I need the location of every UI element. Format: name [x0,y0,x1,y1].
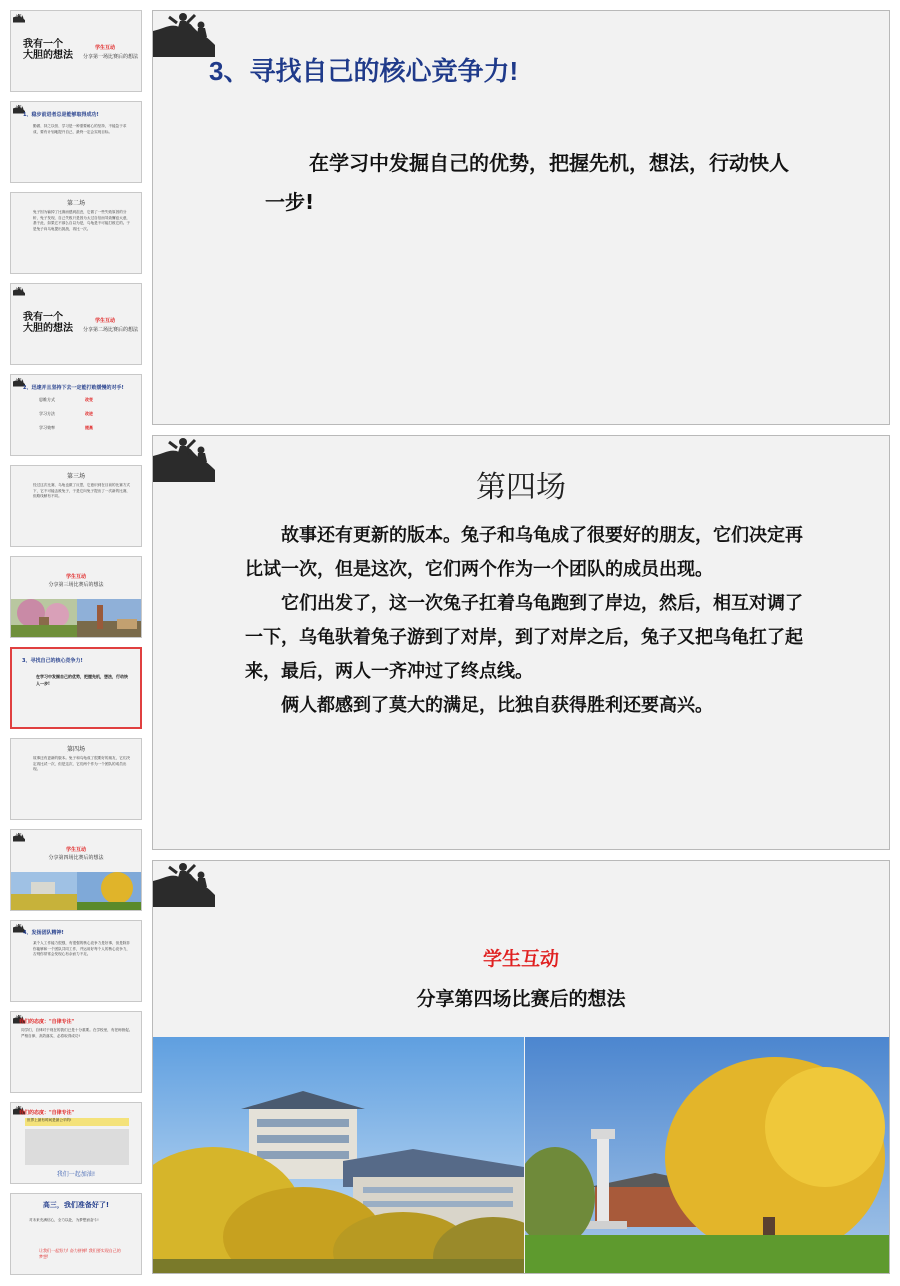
climbers-decoration-icon [13,13,25,23]
thumb-body: 某个人工作能力很强，有很强的核心竞争力是好事，但是除非你能够和一个团队共同工作，并运用好每个人的核心竞争力，否则你常常会发现心有余而力不足。 [33,941,131,957]
thumb-body: 勤做、持之以恒、学习是一种需要耐心的坚持，不能急于求成，要有计划地提升自己，最终一定会实现目标。 [33,124,127,134]
thumb-title: 第二场 [66,200,85,207]
slide-fourth-race[interactable] [152,435,890,850]
thumb-body: 故事还有更新的版本。兔子和乌龟成了很要好的朋友，它们决定再比试一次，但是这次，它们两个作为一个团队的成员出现。 [33,756,131,772]
thumb-body: 兔子因为输掉了比赛而感到沮丧，它做了一些失败原因的分析，兔子发现，自己失败只是因为太过自信而导致懈怠大意，基于此，如果它不那么自以为是，乌龟是不可能打败它的。于是兔子向乌龟提出挑战，再比一次。 [33,210,131,231]
slide-body-text: 在学习中发掘自己的优势，把握先机，想法，行动快人一步! [265,151,789,214]
thumb-row-value: 改变 [85,397,93,402]
slide-thumbnail-13[interactable] [10,1102,142,1184]
thumb-red-title: 学生互动 [65,574,86,580]
thumb-body: 经过这次比赛，乌龟也做了反思，它意识到在目前的比赛方式下，它不可能击败兔子，于是它向兔子提出了一次新的比赛，但路线稍有不同。 [33,483,131,499]
slide-core-competitiveness[interactable] [152,10,890,425]
campus-building-photo [11,872,77,910]
thumb-footer: 我们一起加油! [56,1171,96,1178]
slide-thumbnail-4[interactable] [10,283,142,365]
slide-thumbnail-11[interactable] [10,920,142,1002]
slide-thumbnail-12[interactable] [10,1011,142,1093]
ginkgo-tree-photo [525,1037,890,1274]
story-paragraph-1: 故事还有更新的版本。兔子和乌龟成了很要好的朋友，它们决定再比试一次，但是这次，它们两个作为一个团队的成员出现。 [245,525,803,580]
thumb-text-block [25,1129,129,1165]
slide-student-interaction[interactable] [152,860,890,1274]
thumb-title: 我们的态度："自律专注" [19,1019,75,1025]
thumb-subtitle: 分享第四场比赛后的想法 [48,855,104,861]
thumb-highlight: 世界上最有时间是最公平的! [27,1118,72,1122]
slide-thumbnail-2[interactable] [10,101,142,183]
thumb-title: 第四场 [66,746,85,753]
slide-thumbnail-14[interactable] [10,1193,142,1275]
thumb-row-label: 学习方法 [39,411,55,416]
story-paragraph-2: 它们出发了，这一次兔子扛着乌龟跑到了岸边，然后，相互对调了一下，乌龟驮着兔子游到了对岸，到了对岸之后，兔子又把乌龟扛了起来，最后，两人一齐冲过了终点线。 [245,593,803,682]
logo-art: 我有一个 大胆的想法 [23,39,73,61]
thumb-subtitle: 分享第一场比赛后的想法 [83,54,139,60]
red-title: 学生互动 [482,948,559,970]
thumb-row-label: 思维方式 [39,397,55,402]
slide-subtitle: 分享第四场比赛后的想法 [416,988,626,1010]
thumb-subtitle: 分享第二场比赛后的想法 [83,327,139,333]
thumb-title: 4、发扬团队精神! [23,930,64,936]
slide-heading: 3、寻找自己的核心竞争力! [209,56,519,86]
slide-heading: 第四场 [476,470,566,505]
campus-building-photo [153,1037,524,1274]
thumb-red-title: 学生互动 [65,847,86,853]
thumb-body: 在学习中发掘自己的优势，把握先机，想法，行动快人一步! [36,674,128,686]
thumb-footer: 让我们一起努力! 奋力拼搏! 我们要实现自己的梦想! [39,1248,121,1259]
slide-thumbnail-1[interactable] [10,10,142,92]
slide-thumbnail-6[interactable] [10,465,142,547]
thumb-title: 2、迅速并且坚持下去一定能打败缓慢的对手! [23,385,124,391]
climbers-decoration-icon [13,832,25,842]
thumb-subtitle: 分享第三场比赛后的想法 [48,582,104,588]
pagoda-photo [77,599,142,637]
thumb-title: 3、寻找自己的核心竞争力! [22,658,83,664]
slide-thumbnail-8[interactable] [10,647,142,729]
slide-thumbnail-3[interactable] [10,192,142,274]
thumb-title: 高三，我们准备好了! [42,1201,110,1209]
thumb-body: 对未来充满信心，全力以赴，为梦想而奋斗! [29,1218,99,1222]
thumb-row-value: 改进 [85,411,93,416]
climbers-decoration-icon [153,11,215,57]
slide-thumbnail-9[interactable] [10,738,142,820]
thumb-body: 同学们，自律对于现在的我们已是十分重要。在学校里，有老师督促。严格自律，高效落实，必将取得成功! [21,1028,133,1038]
thumb-title: 我们的态度："自律专注" [19,1110,75,1116]
thumb-red-title: 学生互动 [95,318,116,324]
thumb-row-label: 学习效率 [39,425,55,430]
climbers-decoration-icon [13,286,25,296]
slide-thumbnail-panel [0,0,148,1286]
slide-thumbnail-7[interactable] [10,556,142,638]
thumb-red-title: 学生互动 [95,45,116,51]
climbers-decoration-icon [153,861,215,907]
thumb-title: 1、稳步前进者总是能够取得成功! [23,112,99,118]
thumb-title: 第三场 [66,473,85,480]
slide-thumbnail-5[interactable] [10,374,142,456]
slide-thumbnail-10[interactable] [10,829,142,911]
campus-blossom-photo [11,599,77,637]
story-paragraph-3: 俩人都感到了莫大的满足，比独自获得胜利还要高兴。 [281,695,713,716]
thumb-row-value: 提高 [85,425,93,430]
logo-art: 我有一个 大胆的想法 [23,312,73,334]
ginkgo-tree-photo [77,872,142,910]
